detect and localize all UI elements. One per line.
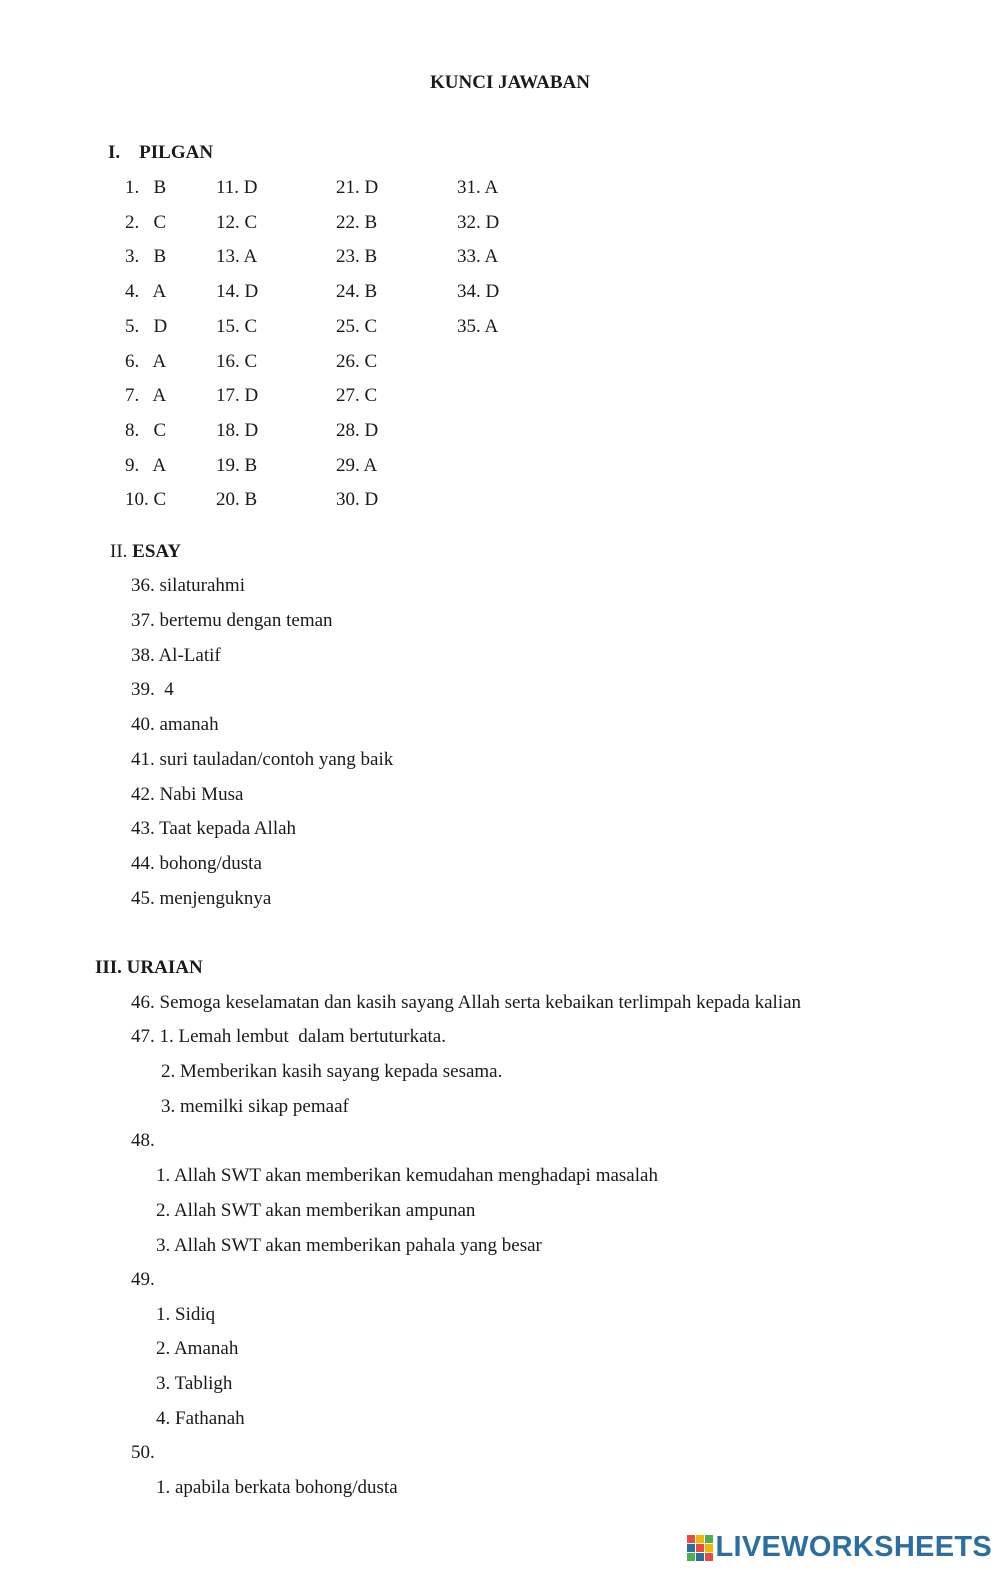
section-number: II. <box>110 541 128 562</box>
liveworksheets-logo <box>687 1531 993 1564</box>
page-title: KUNCI JAWABAN <box>430 72 590 93</box>
logo-square <box>687 1544 695 1552</box>
logo-mark-icon <box>687 1535 713 1561</box>
answer-item: 11. D <box>216 177 258 198</box>
answer-item: 23. B <box>336 246 378 268</box>
answer-item: 8. C <box>125 419 167 441</box>
logo-square <box>696 1553 704 1561</box>
answer-item: 15. C <box>216 315 258 337</box>
answer-47-line: 2. Memberikan kasih sayang kepada sesama. <box>161 1061 503 1082</box>
answer-item: 34. D <box>457 281 500 303</box>
answer-49-line: 4. Fathanah <box>156 1408 245 1429</box>
answer-item: 27. C <box>336 385 378 407</box>
logo-square <box>705 1553 713 1561</box>
answer-item: 18. D <box>216 419 259 441</box>
answer-item: 26. C <box>336 350 378 372</box>
answer-item: 35. A <box>457 315 499 337</box>
essay-answer: 40. amanah <box>131 714 219 735</box>
answer-47-line: 3. memilki sikap pemaaf <box>161 1096 349 1117</box>
answer-46: 46. Semoga keselamatan dan kasih sayang Allah serta kebaikan terlimpah kepada kalian <box>131 992 802 1013</box>
section-heading-uraian: III. URAIAN <box>95 957 203 978</box>
answer-item: 32. D <box>457 211 500 233</box>
answer-item: 31. A <box>457 177 499 198</box>
answer-50-line: 1. apabila berkata bohong/dusta <box>156 1477 398 1498</box>
essay-answer: 45. menjenguknya <box>131 887 272 909</box>
answer-48-line: 1. Allah SWT akan memberikan kemudahan menghadapi masalah <box>156 1165 658 1186</box>
answer-49-line: 1. Sidiq <box>156 1304 216 1325</box>
essay-answer: 36. silaturahmi <box>131 575 245 596</box>
answer-49-line: 3. Tabligh <box>156 1373 233 1394</box>
answer-item: 29. A <box>336 454 378 476</box>
logo-square <box>705 1535 713 1543</box>
answer-item: 22. B <box>336 211 378 233</box>
answer-item: 21. D <box>336 177 379 198</box>
answer-item: 6. A <box>125 350 167 372</box>
section-heading-essay <box>110 541 181 563</box>
answer-item: 24. B <box>336 281 378 303</box>
answer-item: 20. B <box>216 489 258 511</box>
answer-item: 3. B <box>125 246 167 268</box>
answer-item: 12. C <box>216 211 258 233</box>
answer-item: 2. C <box>125 211 167 233</box>
answer-item: 4. A <box>125 281 167 303</box>
section-heading-pilgan: I. PILGAN <box>108 142 214 163</box>
essay-answer: 39. 4 <box>131 679 174 701</box>
answer-item: 25. C <box>336 315 378 337</box>
essay-answer: 42. Nabi Musa <box>131 783 244 805</box>
logo-square <box>696 1544 704 1552</box>
logo-square <box>687 1553 695 1561</box>
answer-item: 33. A <box>457 246 499 268</box>
question-49-label: 49. <box>131 1269 155 1290</box>
answer-item: 28. D <box>336 419 379 441</box>
answer-item: 30. D <box>336 489 379 511</box>
answer-49-line: 2. Amanah <box>156 1338 239 1359</box>
logo-square <box>705 1544 713 1552</box>
question-48-label: 48. <box>131 1130 155 1151</box>
essay-answer: 41. suri tauladan/contoh yang baik <box>131 748 394 770</box>
answer-item: 14. D <box>216 281 259 303</box>
question-50-label: 50. <box>131 1442 155 1463</box>
logo-square <box>696 1535 704 1543</box>
logo-square <box>687 1535 695 1543</box>
answer-item: 13. A <box>216 246 258 268</box>
answer-item: 9. A <box>125 454 167 476</box>
essay-answer: 43. Taat kepada Allah <box>131 818 297 840</box>
logo-text: LIVEWORKSHEETS <box>715 1531 992 1563</box>
essay-answer: 44. bohong/dusta <box>131 853 262 874</box>
answer-48-line: 2. Allah SWT akan memberikan ampunan <box>156 1200 476 1221</box>
essay-answer: 37. bertemu dengan teman <box>131 609 333 631</box>
answer-item: 16. C <box>216 350 258 372</box>
answer-item: 10. C <box>125 489 167 511</box>
answer-item: 7. A <box>125 385 167 407</box>
answer-item: 1. B <box>125 177 167 198</box>
essay-answer: 38. Al-Latif <box>131 644 221 666</box>
answer-item: 5. D <box>125 315 168 337</box>
answer-item: 19. B <box>216 454 258 476</box>
answer-48-line: 3. Allah SWT akan memberikan pahala yang besar <box>156 1235 542 1256</box>
answer-47-line: 47. 1. Lemah lembut dalam bertuturkata. <box>131 1026 446 1047</box>
answer-item: 17. D <box>216 385 259 407</box>
section-title: ESAY <box>132 541 182 562</box>
